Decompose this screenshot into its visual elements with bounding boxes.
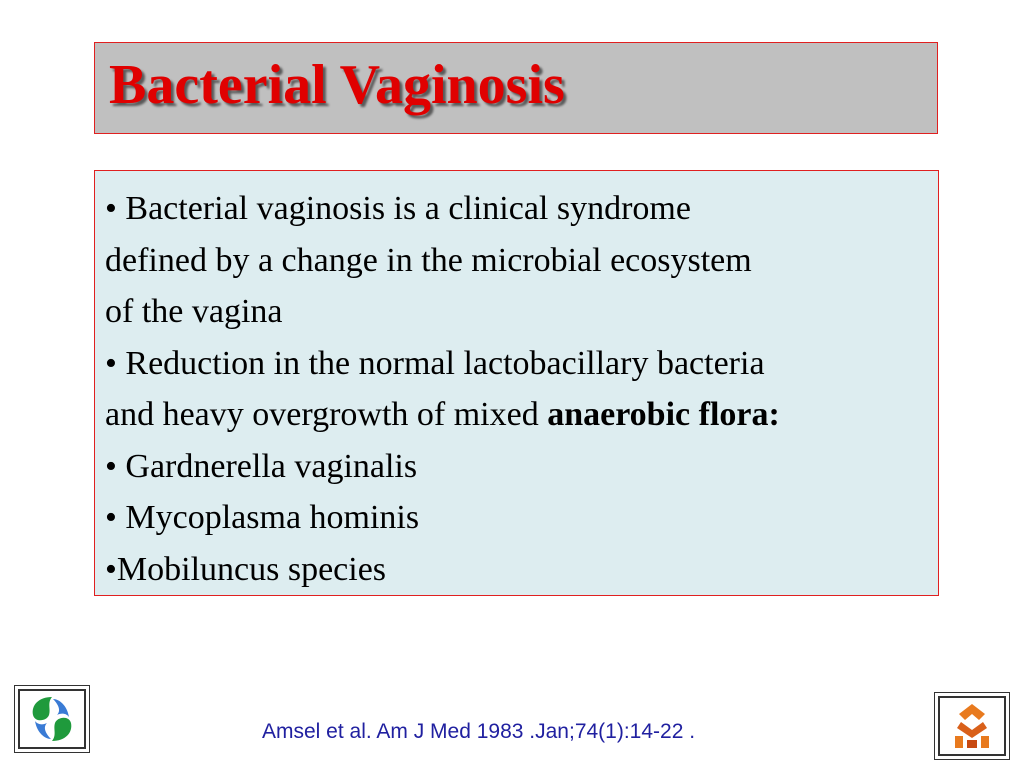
emblem-center-base [967,740,977,748]
green-blue-swirl-logo-icon [18,689,86,749]
content-line-4: • Reduction in the normal lactobacillary bacteria [105,344,765,382]
citation: Amsel et al. Am J Med 1983 .Jan;74(1):14-22 . [262,720,696,743]
content-line-6: • Gardnerella vaginalis [105,447,418,485]
orange-emblem-logo-icon [938,696,1006,756]
swirl-green-top [33,697,52,720]
swirl-blue-right [53,699,69,717]
right-logo [934,692,1010,760]
content-line-3: of the vagina [105,293,283,330]
emblem-left-leg [955,736,963,748]
content-line-7: • Mycoplasma hominis [105,499,420,536]
emblem-logo-svg [945,700,999,752]
left-logo [14,685,90,753]
swirl-logo-svg [25,693,79,745]
swirl-green-bottom [52,718,71,741]
content-line-5 [105,389,935,441]
content-line-5-text: and heavy overgrowth of mixed [105,396,548,433]
title-box [94,42,938,134]
emblem-right-leg [981,736,989,748]
content-line-2: defined by a change in the microbial ecosystem [105,241,752,279]
content-line-5-bold: anaerobic flora: [547,396,780,433]
emblem-top [959,704,985,720]
content-line-1: • Bacterial vaginosis is a clinical syndrome [105,190,691,227]
emblem-middle [957,722,987,738]
content-box [94,170,939,596]
content-line-8: •Mobiluncus species [105,550,387,588]
swirl-blue-left [35,721,51,739]
content-text [105,183,935,595]
slide-title: Bacterial Vaginosis [109,54,565,116]
